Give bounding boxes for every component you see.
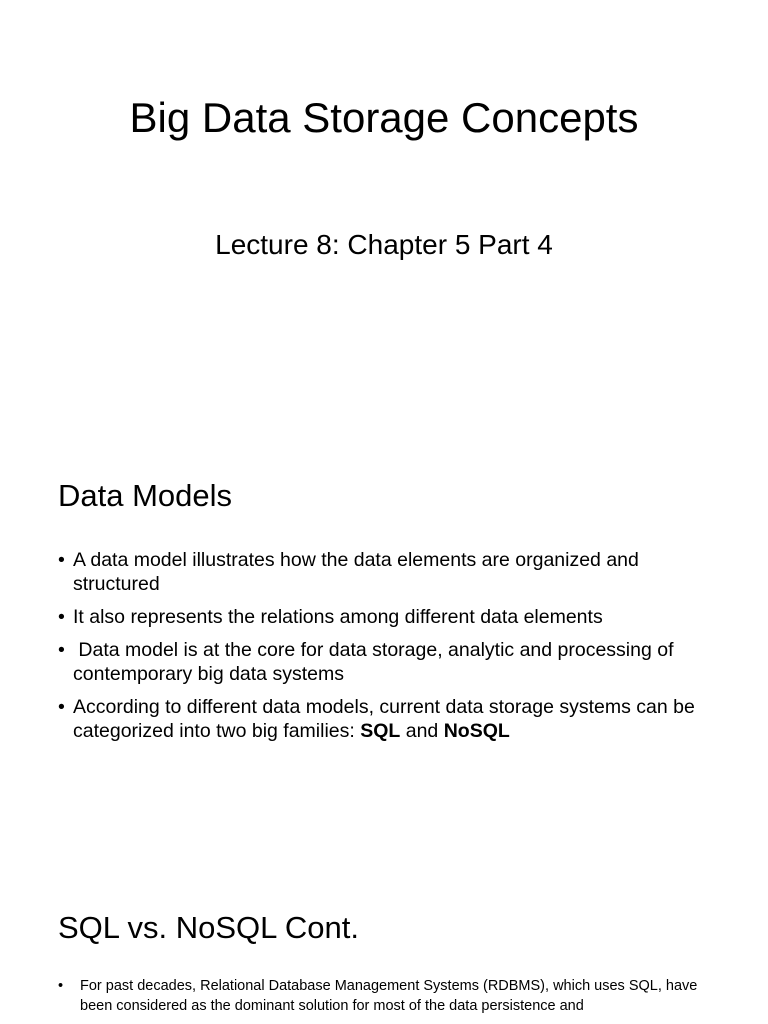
list-item: [58, 548, 718, 596]
bullet-icon: •: [58, 639, 65, 661]
list-item: [58, 976, 708, 1016]
sql-term: SQL: [360, 720, 401, 742]
list-item: [58, 638, 718, 686]
conjunction-text: and: [400, 720, 444, 742]
data-models-slide: [0, 432, 768, 864]
bullet-icon: •: [58, 696, 65, 718]
nosql-term: NoSQL: [443, 720, 510, 742]
bullet-text: A data model illustrates how the data elements are organized and structured: [73, 549, 639, 595]
bullet-icon: •: [58, 978, 64, 994]
bullet-text: For past decades, Relational Database Management Systems (RDBMS), which uses SQL, have been considered as the dominant solution for most of the data persistence and: [80, 978, 698, 1014]
bullet-icon: •: [58, 606, 65, 628]
bullet-list: [58, 976, 708, 1016]
bullet-text: Data model is at the core for data storage, analytic and processing of contemporary big data systems: [73, 639, 679, 685]
bullet-text: It also represents the relations among different data elements: [73, 606, 603, 628]
slide-heading: Data Models: [58, 478, 233, 513]
list-item: [58, 605, 718, 629]
bullet-text: According to different data models, current data storage systems can be categorized into two big families:: [73, 696, 701, 742]
sql-vs-nosql-slide: [0, 864, 768, 1024]
bullet-list: [58, 548, 718, 752]
list-item: [58, 695, 718, 743]
bullet-icon: •: [58, 549, 65, 571]
slide-heading: SQL vs. NoSQL Cont.: [58, 910, 359, 945]
title-slide: [0, 0, 768, 432]
page-title: Big Data Storage Concepts: [129, 94, 639, 141]
page-subtitle: Lecture 8: Chapter 5 Part 4: [215, 229, 553, 260]
